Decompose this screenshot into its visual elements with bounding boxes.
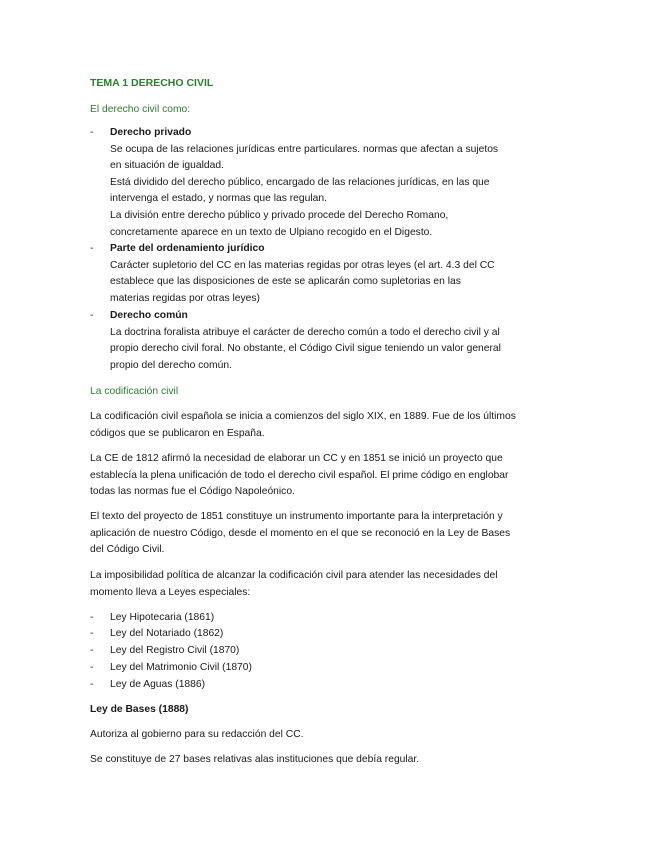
paragraph-6: Se constituye de 27 bases relativas alas instituciones que debía regular.: [90, 754, 420, 765]
paragraph-2: [90, 451, 565, 501]
list-item-line: concretamente aparece en un texto de Ulpiano recogido en el Digesto.: [110, 226, 433, 238]
ley-de-bases-heading: Ley de Bases (1888): [90, 704, 189, 715]
law-label: Ley del Notariado (1862): [110, 628, 224, 639]
law-list-item: [90, 677, 206, 694]
list-item-label: Derecho privado: [110, 127, 192, 138]
law-list-item: [90, 660, 252, 677]
paragraph-line: del Código Civil.: [90, 544, 165, 556]
law-list-item: [90, 610, 215, 627]
list-item-line: en situación de igualdad.: [110, 160, 224, 172]
list-item-derecho-privado: [90, 125, 560, 241]
list-item-label: Derecho común: [110, 310, 188, 321]
bullet-dash: -: [90, 243, 94, 254]
bullet-dash: -: [90, 127, 94, 138]
law-label: Ley del Registro Civil (1870): [110, 645, 240, 656]
law-list-item: [90, 643, 240, 660]
paragraph-1: [90, 409, 565, 442]
list-item-line: intervenga el estado, y normas que las regulan.: [110, 193, 327, 205]
list-item-derecho-comun: [90, 308, 560, 374]
list-item-line: propio derecho civil foral. No obstante, el Código Civil sigue teniendo un valor general: [110, 343, 501, 355]
list-item-line: Carácter supletorio del CC en las materias regidas por otras leyes (el art. 4.3 del CC: [110, 259, 495, 271]
list-item-line: Se ocupa de las relaciones jurídicas entre particulares. normas que afectan a sujetos: [110, 143, 499, 155]
list-item-line: La división entre derecho público y privado procede del Derecho Romano,: [110, 209, 449, 221]
paragraph-line: establecía la plena unificación de todo el derecho civil español. El prime código en englobar: [90, 469, 509, 481]
law-label: Ley Hipotecaria (1861): [110, 612, 215, 623]
list-item-label: Parte del ordenamiento jurídico: [110, 243, 265, 254]
paragraph-line: La codificación civil española se inicia a comienzos del siglo XIX, en 1889. Fue de los últimos: [90, 411, 516, 422]
bullet-dash: -: [90, 310, 94, 321]
bullet-dash: -: [90, 645, 94, 656]
paragraph-line: El texto del proyecto de 1851 constituye un instrumento importante para la interpretación y: [90, 511, 503, 522]
paragraph-line: momento lleva a Leyes especiales:: [90, 586, 251, 598]
list-item-line: materias regidas por otras leyes): [110, 292, 260, 304]
law-label: Ley del Matrimonio Civil (1870): [110, 662, 252, 673]
bullet-dash: -: [90, 628, 94, 639]
list-item-line: establece que las disposiciones de este se aplicarán como supletorias en las: [110, 276, 461, 288]
paragraph-3: [90, 509, 565, 559]
paragraph-line: aplicación de nuestro Código, desde el momento en el que se reconoció en la Ley de Bases: [90, 527, 511, 539]
bullet-dash: -: [90, 679, 94, 690]
law-label: Ley de Aguas (1886): [110, 679, 206, 690]
section-heading-codificacion: La codificación civil: [90, 386, 179, 397]
paragraph-line: La CE de 1812 afirmó la necesidad de elaborar un CC y en 1851 se inició un proyecto que: [90, 453, 503, 464]
section-heading-derecho-civil: El derecho civil como:: [90, 104, 191, 115]
paragraph-line: todas las normas fue el Código Napoleónico.: [90, 486, 295, 498]
list-item-ordenamiento: [90, 241, 560, 307]
list-item-line: La doctrina foralista atribuye el carácter de derecho común a todo el derecho civil y al: [110, 326, 500, 338]
paragraph-line: códigos que se publicaron en España.: [90, 427, 265, 439]
law-list-item: [90, 626, 224, 643]
list-item-line: Está dividido del derecho público, encargado de las relaciones jurídicas, en las que: [110, 176, 490, 188]
bullet-dash: -: [90, 662, 94, 673]
document-title: TEMA 1 DERECHO CIVIL: [90, 77, 214, 89]
list-item-line: propio del derecho común.: [110, 359, 232, 371]
paragraph-4: [90, 568, 565, 601]
paragraph-line: La imposibilidad política de alcanzar la codificación civil para atender las necesidades del: [90, 570, 498, 581]
bullet-dash: -: [90, 612, 94, 623]
paragraph-5: Autoriza al gobierno para su redacción del CC.: [90, 729, 304, 740]
